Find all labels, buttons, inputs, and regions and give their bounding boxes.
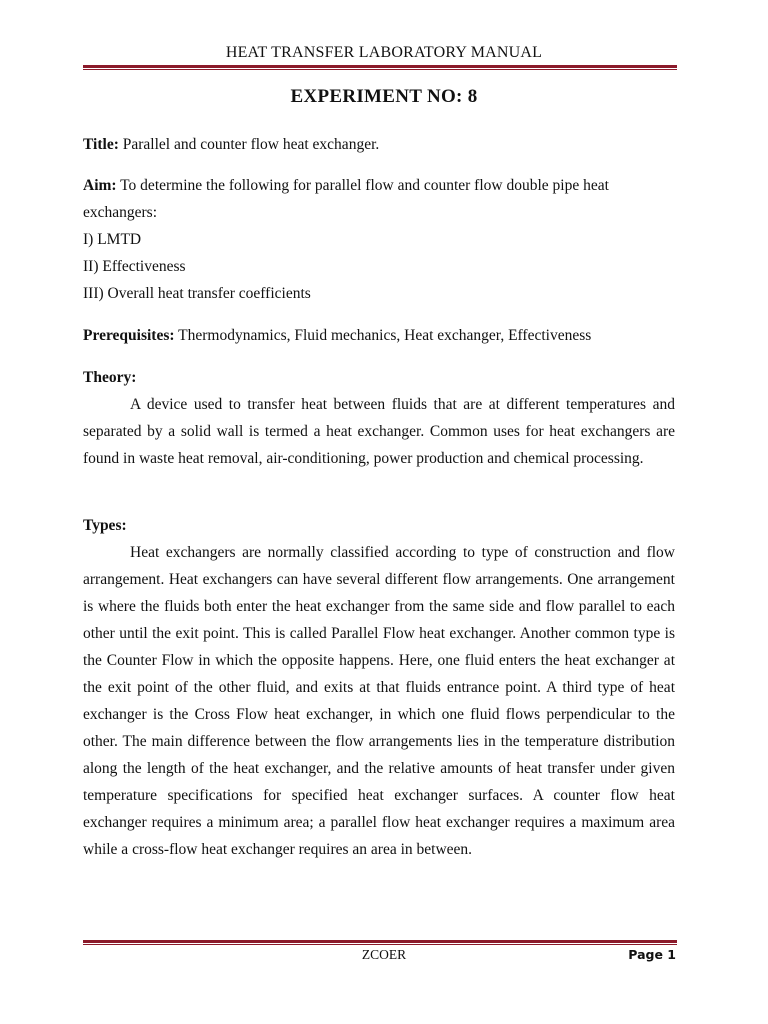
theory-section [83, 364, 675, 472]
page-number: Page 1 [628, 947, 676, 962]
theory-paragraph: A device used to transfer heat between fluids that are at different temperatures and separated by a solid wall is termed a heat exchanger. Common uses for heat exchangers are found in waste heat removal, air-conditioning, power production and chemical processing. [83, 396, 675, 467]
aim-item: I) LMTD [83, 231, 142, 248]
aim-text-line1: To determine the following for parallel flow and counter flow double pipe heat [116, 177, 609, 194]
title-text: Parallel and counter flow heat exchanger. [118, 136, 380, 153]
title-label: Title: [83, 136, 119, 153]
footer-institution: ZCOER [361, 947, 407, 962]
title-section [83, 131, 675, 158]
prerequisites-section [83, 322, 675, 349]
aim-section [83, 172, 675, 307]
types-section [83, 512, 675, 863]
experiment-heading: EXPERIMENT NO: 8 [290, 86, 478, 107]
aim-label: Aim: [83, 177, 117, 194]
theory-label: Theory: [83, 369, 137, 386]
aim-text-line2: exchangers: [83, 204, 158, 221]
aim-item: III) Overall heat transfer coefficients [83, 285, 311, 302]
types-label: Types: [83, 517, 127, 534]
prerequisites-label: Prerequisites: [83, 327, 175, 344]
aim-item: II) Effectiveness [83, 258, 186, 275]
footer-rule [83, 940, 677, 945]
header-rule [83, 65, 677, 70]
types-paragraph: Heat exchangers are normally classified according to type of construction and flow arrangement. Heat exchangers can have several different flow arrangements. One arrangement is where the fluids both enter the heat exchanger from the same side and flow parallel to each other until the exit point. This is called Parallel Flow heat exchanger. Another common type is the Counter Flow in which the opposite happens. Here, one fluid enters the heat exchanger at the exit point of the other fluid, and exits at that fluids entrance point. A third type of heat exchanger is the Cross Flow heat exchanger, in which one fluid flows perpendicular to the other. The main difference between the flow arrangements lies in the temperature distribution along the length of the heat exchanger, and the relative amounts of heat transfer under given temperature specifications for specified heat exchanger surfaces. A counter flow heat exchanger requires a minimum area; a parallel flow heat exchanger requires a maximum area while a cross-flow heat exchanger requires an area in between. [83, 544, 675, 858]
prerequisites-text: Thermodynamics, Fluid mechanics, Heat exchanger, Effectiveness [174, 327, 592, 344]
running-header: HEAT TRANSFER LABORATORY MANUAL [225, 44, 543, 61]
